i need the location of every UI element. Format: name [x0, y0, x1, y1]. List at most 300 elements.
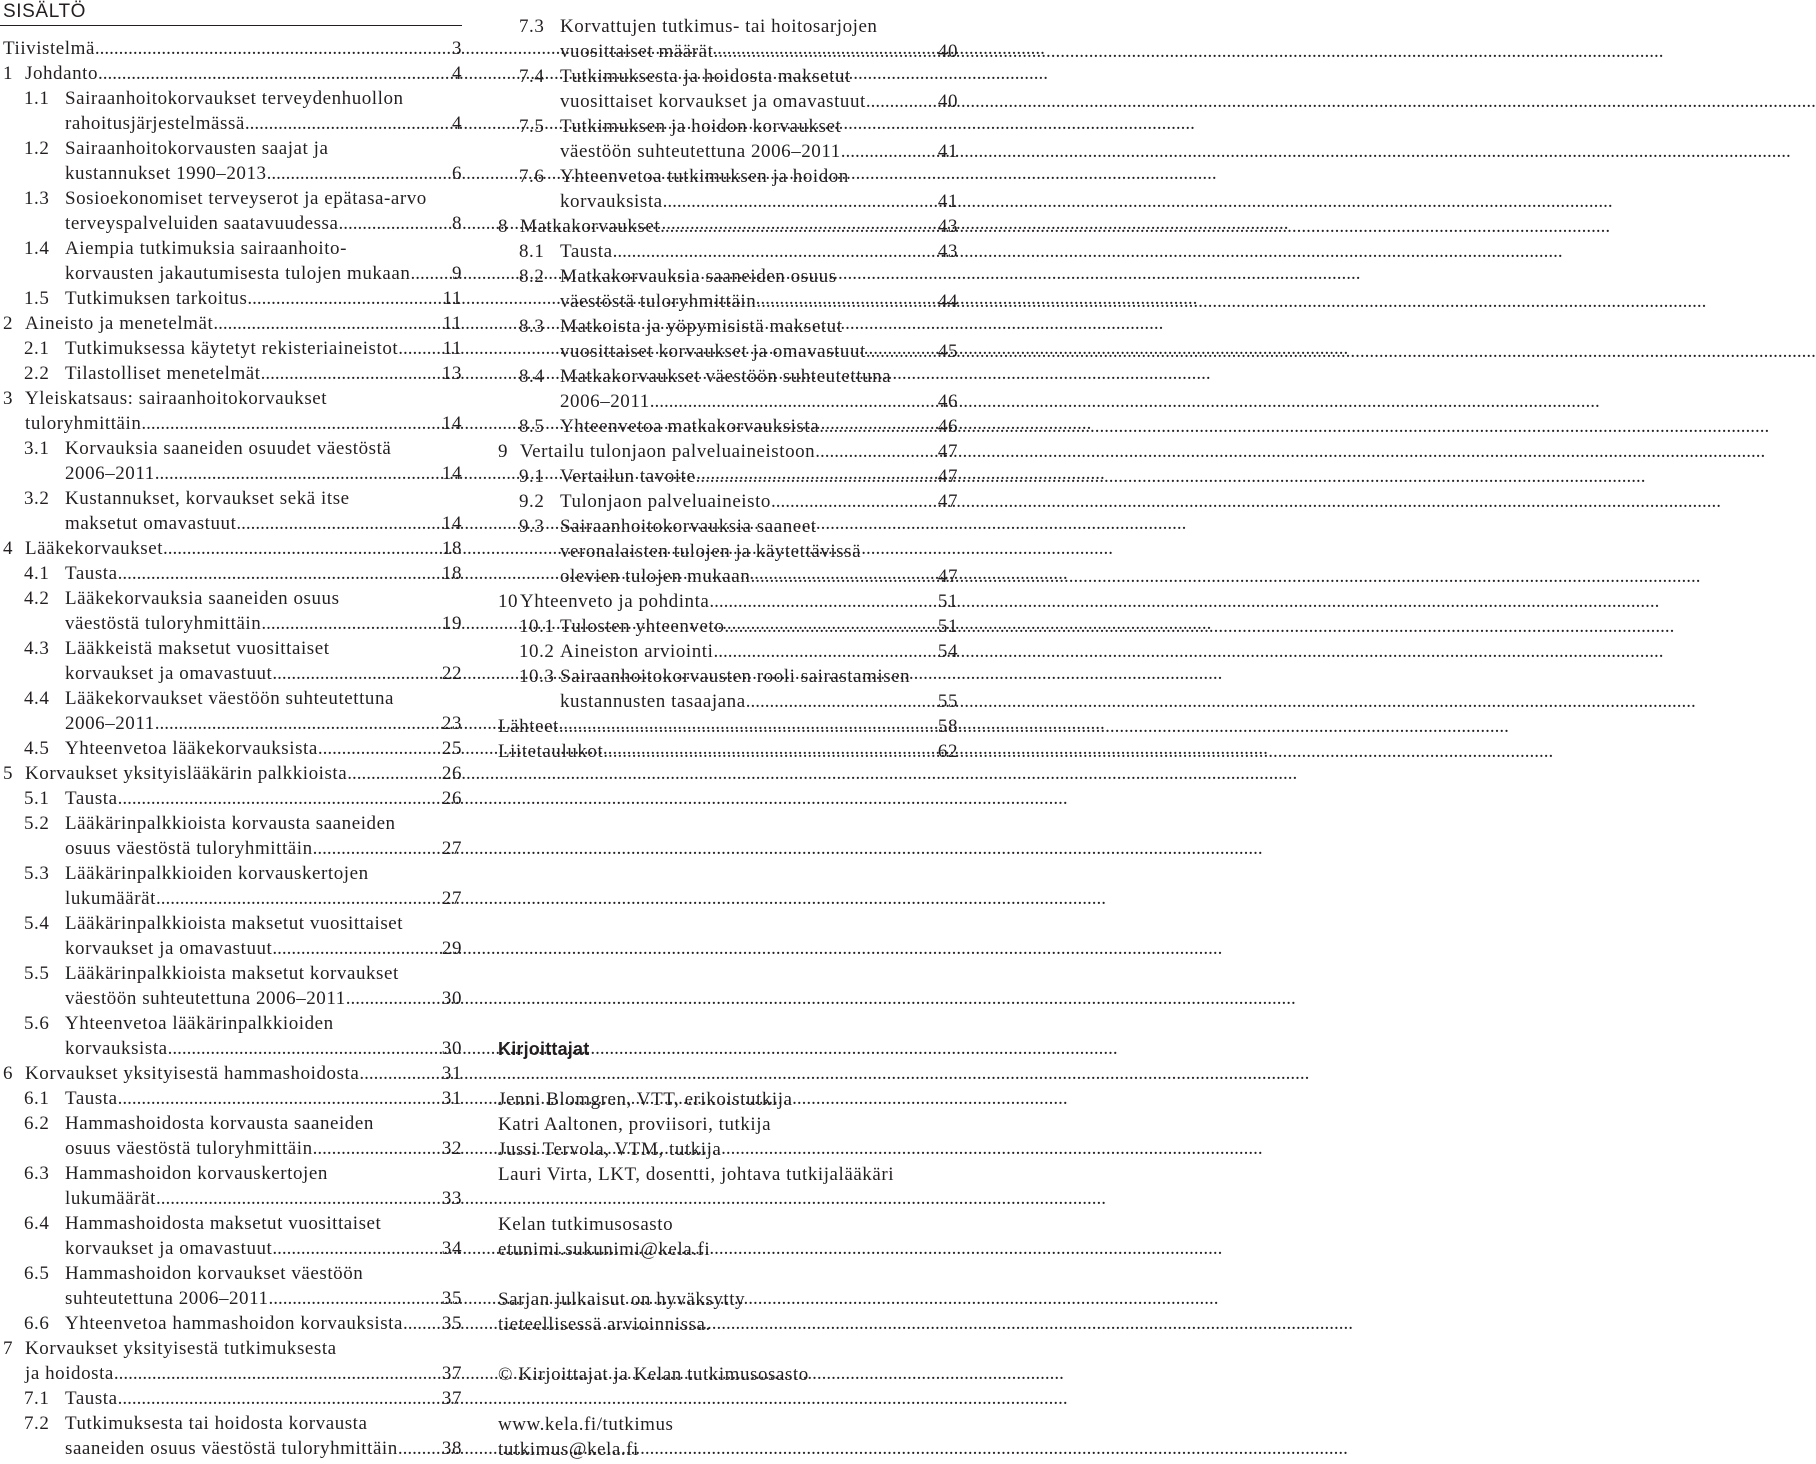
toc-entry-title: korvaukset ja omavastuut	[65, 938, 273, 959]
toc-entry-1-2[interactable]	[3, 136, 462, 186]
dot-leader	[866, 339, 936, 364]
copyright-notice: © Kirjoittajat ja Kelan tutkimusosasto	[498, 1364, 809, 1385]
toc-entry-title: Sairaanhoitokorvausten rooli sairastamisen	[560, 666, 911, 687]
toc-section-number: 4.3	[24, 638, 50, 659]
dot-leader	[118, 1086, 440, 1111]
dot-leader	[156, 1186, 440, 1211]
authors-heading: Kirjoittajat	[498, 1039, 590, 1059]
toc-entry-line	[498, 539, 958, 564]
toc-section-number: 8.1	[519, 241, 545, 262]
toc-entry-8-4[interactable]	[498, 364, 958, 414]
toc-entry-title: lukumäärät	[65, 1188, 156, 1209]
toc-entry-line	[3, 161, 462, 186]
toc-entry-line	[498, 564, 958, 589]
toc-entry-10-3[interactable]	[498, 664, 958, 714]
toc-page-number: 6	[451, 163, 462, 184]
toc-section-number: 5.2	[24, 813, 50, 834]
authors-section	[498, 1037, 958, 1462]
toc-page-number: 18	[441, 538, 462, 559]
toc-entry-title: Tulonjaon palveluaineisto	[560, 491, 771, 512]
toc-page-number: 41	[937, 191, 958, 212]
toc-entry-line	[3, 536, 462, 561]
toc-entry-title: Korvattujen tutkimus- tai hoitosarjojen	[560, 16, 878, 37]
toc-entry-1-4[interactable]	[3, 236, 462, 286]
toc-entry-line	[498, 439, 958, 464]
toc-section-number: 9.1	[519, 466, 545, 487]
dot-leader	[168, 1036, 440, 1061]
toc-entry-title: Matkakorvaukset väestöön suhteutettuna	[560, 366, 892, 387]
toc-page-number: 41	[937, 141, 958, 162]
toc-page-number: 51	[937, 591, 958, 612]
review-note-line: Sarjan julkaisut on hyväksytty	[498, 1289, 746, 1310]
toc-entry-4[interactable]	[3, 536, 462, 561]
toc-page-number: 19	[441, 613, 462, 634]
dot-leader	[318, 736, 440, 761]
toc-entry-10-2[interactable]	[498, 639, 958, 664]
toc-entry-6[interactable]	[3, 1061, 462, 1086]
toc-left-column	[3, 36, 462, 1461]
toc-entry-line	[3, 711, 462, 736]
toc-entry-title: Liitetaulukot	[498, 741, 604, 762]
dot-leader	[410, 261, 449, 286]
toc-entry-title: Tiivistelmä	[3, 38, 95, 59]
toc-entry-title: vuosittaiset korvaukset ja omavastuut	[560, 341, 866, 362]
toc-entry-9-3[interactable]	[498, 514, 958, 589]
toc-section-number: 10	[498, 591, 519, 612]
toc-section-number: 4.2	[24, 588, 50, 609]
toc-section-number: 7.1	[24, 1388, 50, 1409]
toc-entry-line	[3, 1311, 462, 1336]
toc-entry-4-5[interactable]	[3, 736, 462, 761]
toc-entry-line	[3, 436, 462, 461]
dot-leader	[95, 36, 450, 61]
dot-leader	[236, 511, 439, 536]
toc-entry-left-0[interactable]	[3, 36, 462, 61]
website-link[interactable]: www.kela.fi/tutkimus	[498, 1414, 674, 1435]
toc-entry-title: Matkakorvauksia saaneiden osuus	[560, 266, 837, 287]
dot-leader	[713, 639, 935, 664]
toc-entry-line	[3, 1011, 462, 1036]
toc-section-number: 4.5	[24, 738, 50, 759]
toc-entry-title: Tutkimuksen tarkoitus	[65, 288, 248, 309]
dot-leader	[660, 214, 936, 239]
toc-page-number: 11	[442, 313, 462, 334]
email-pattern-link[interactable]: etunimi.sukunimi@kela.fi	[498, 1239, 711, 1260]
toc-entry-7[interactable]	[3, 1336, 462, 1386]
toc-entry-title: korvaukset ja omavastuut	[65, 1238, 273, 1259]
toc-entry-5-4[interactable]	[3, 911, 462, 961]
toc-entry-title: väestöön suhteutettuna 2006–2011	[560, 141, 841, 162]
toc-entry-title: Hammashoidon korvaukset väestöön	[65, 1263, 364, 1284]
dot-leader	[118, 786, 440, 811]
toc-entry-line	[498, 339, 958, 364]
dot-leader	[272, 936, 440, 961]
toc-entry-7-2[interactable]	[3, 1411, 462, 1461]
dot-leader	[771, 489, 936, 514]
toc-section-number: 1.3	[24, 188, 50, 209]
dot-leader	[114, 1361, 440, 1386]
toc-entry-title: väestöstä tuloryhmittäin	[560, 291, 757, 312]
toc-entry-title: Yhteenvetoa lääkekorvauksista	[65, 738, 318, 759]
toc-section-number: 6	[3, 1063, 14, 1084]
toc-entry-title: Lääkekorvauksia saaneiden osuus	[65, 588, 340, 609]
toc-entry-line	[498, 264, 958, 289]
dot-leader	[213, 311, 440, 336]
dot-leader	[709, 589, 936, 614]
toc-page-number: 46	[937, 391, 958, 412]
toc-section-number: 5.6	[24, 1013, 50, 1034]
toc-entry-3-1[interactable]	[3, 436, 462, 486]
toc-entry-title: Lääkärinpalkkioiden korvauskertojen	[65, 863, 369, 884]
toc-page-number: 23	[441, 713, 462, 734]
toc-entry-line	[3, 911, 462, 936]
toc-page-number: 45	[937, 341, 958, 362]
dot-leader	[650, 389, 936, 414]
toc-entry-5-2[interactable]	[3, 811, 462, 861]
dot-leader	[245, 111, 450, 136]
toc-page-number: 40	[937, 41, 958, 62]
toc-entry-title: Korvaukset yksityisestä hammashoidosta	[25, 1063, 360, 1084]
toc-entry-title: kustannukset 1990–2013	[65, 163, 267, 184]
toc-section-number: 5.3	[24, 863, 50, 884]
toc-entry-1-3[interactable]	[3, 186, 462, 236]
author-list	[498, 1087, 958, 1187]
toc-entry-4-2[interactable]	[3, 586, 462, 636]
toc-entry-2-2[interactable]	[3, 361, 462, 386]
toc-entry-line	[498, 614, 958, 639]
toc-page-number: 26	[441, 788, 462, 809]
toc-section-number: 1	[3, 63, 14, 84]
toc-page-number: 11	[442, 288, 462, 309]
toc-entry-line	[3, 511, 462, 536]
toc-section-number: 7.3	[519, 16, 545, 37]
toc-entry-title: Tausta	[65, 788, 118, 809]
toc-entry-title: Aineiston arviointi	[560, 641, 714, 662]
toc-entry-9-2[interactable]	[498, 489, 958, 514]
toc-page-number: 62	[937, 741, 958, 762]
toc-entry-8-3[interactable]	[498, 314, 958, 364]
toc-entry-line	[3, 1411, 462, 1436]
toc-entry-title: 2006–2011	[65, 713, 155, 734]
toc-entry-line	[498, 214, 958, 239]
toc-entry-line	[3, 836, 462, 861]
toc-entry-line	[498, 189, 958, 214]
author-line: Katri Aaltonen, proviisori, tutkija	[498, 1114, 772, 1135]
toc-page-number: 22	[441, 663, 462, 684]
toc-page-number: 26	[441, 763, 462, 784]
toc-page-number: 47	[937, 491, 958, 512]
toc-entry-title: Kustannukset, korvaukset sekä itse	[65, 488, 350, 509]
toc-entry-line	[3, 986, 462, 1011]
toc-right-column	[498, 14, 958, 764]
toc-entry-title: Tausta	[65, 1088, 118, 1109]
toc-page-number: 46	[937, 416, 958, 437]
toc-entry-line	[498, 139, 958, 164]
dot-leader	[267, 161, 450, 186]
toc-page-number: 30	[441, 988, 462, 1009]
toc-page-number: 4	[451, 63, 462, 84]
toc-entry-title: korvausten jakautumisesta tulojen mukaan	[65, 263, 411, 284]
toc-entry-line	[3, 561, 462, 586]
toc-entry-line	[3, 786, 462, 811]
toc-entry-title: Yhteenvetoa matkakorvauksista	[560, 416, 820, 437]
toc-page-number: 47	[937, 441, 958, 462]
toc-entry-6-1[interactable]	[3, 1086, 462, 1111]
toc-section-number: 6.6	[24, 1313, 50, 1334]
dot-leader	[756, 289, 936, 314]
toc-entry-title: saaneiden osuus väestöstä tuloryhmittäin	[65, 1438, 398, 1459]
toc-entry-6-2[interactable]	[3, 1111, 462, 1161]
toc-entry-line	[3, 236, 462, 261]
toc-entry-5-3[interactable]	[3, 861, 462, 911]
toc-entry-7-1[interactable]	[3, 1386, 462, 1411]
toc-page-number: 43	[937, 216, 958, 237]
toc-entry-title: kustannusten tasaajana	[560, 691, 746, 712]
toc-entry-9[interactable]	[498, 439, 958, 464]
toc-entry-1-5[interactable]	[3, 286, 462, 311]
contact-block	[498, 1412, 958, 1462]
toc-section-number: 10.3	[519, 666, 555, 687]
toc-section-number: 1.2	[24, 138, 50, 159]
dot-leader	[247, 286, 440, 311]
toc-entry-line	[498, 39, 958, 64]
dot-leader	[603, 739, 936, 764]
toc-page-number: 3	[451, 38, 462, 59]
dot-leader	[118, 1386, 440, 1411]
toc-entry-4-4[interactable]	[3, 686, 462, 736]
toc-entry-5-6[interactable]	[3, 1011, 462, 1061]
toc-entry-6-5[interactable]	[3, 1261, 462, 1311]
toc-entry-5-5[interactable]	[3, 961, 462, 1011]
toc-entry-title: Tausta	[65, 563, 118, 584]
toc-section-number: 8.3	[519, 316, 545, 337]
toc-section-number: 1.4	[24, 238, 50, 259]
toc-entry-line	[3, 1286, 462, 1311]
toc-entry-title: korvauksista	[560, 191, 663, 212]
toc-page-number: 14	[441, 513, 462, 534]
toc-section-number: 4.1	[24, 563, 50, 584]
toc-entry-8[interactable]	[498, 214, 958, 239]
toc-entry-1[interactable]	[3, 61, 462, 86]
toc-entry-4-3[interactable]	[3, 636, 462, 686]
toc-entry-line	[3, 1211, 462, 1236]
toc-entry-right-19[interactable]	[498, 739, 958, 764]
toc-entry-line	[498, 739, 958, 764]
toc-entry-8-1[interactable]	[498, 239, 958, 264]
toc-page-number: 31	[441, 1088, 462, 1109]
toc-entry-7-4[interactable]	[498, 64, 958, 114]
author-line: Lauri Virta, LKT, dosentti, johtava tutkijalääkäri	[498, 1164, 895, 1185]
toc-entry-title: Matkakorvaukset	[520, 216, 661, 237]
toc-page-number: 38	[441, 1438, 462, 1459]
toc-entry-title: Lääkärinpalkkioista korvausta saaneiden	[65, 813, 396, 834]
dot-leader	[347, 761, 440, 786]
toc-entry-title: rahoitusjärjestelmässä	[65, 113, 245, 134]
toc-entry-title: Aiempia tutkimuksia sairaanhoito-	[65, 238, 347, 259]
toc-page-number: 40	[937, 91, 958, 112]
dot-leader	[819, 414, 936, 439]
dot-leader	[261, 611, 440, 636]
toc-section-number: 7.5	[519, 116, 545, 137]
toc-page-number: 37	[441, 1388, 462, 1409]
toc-section-number: 2.2	[24, 363, 50, 384]
toc-section-number: 6.1	[24, 1088, 50, 1109]
toc-entry-title: terveyspalveluiden saatavuudessa	[65, 213, 339, 234]
toc-section-number: 10.1	[519, 616, 555, 637]
toc-entry-title: osuus väestöstä tuloryhmittäin	[65, 838, 313, 859]
toc-entry-line	[3, 686, 462, 711]
toc-entry-line	[498, 389, 958, 414]
dot-leader	[695, 464, 935, 489]
toc-section-number: 5.1	[24, 788, 50, 809]
dot-leader	[261, 361, 440, 386]
toc-entry-7-3[interactable]	[498, 14, 958, 64]
toc-section-number: 6.4	[24, 1213, 50, 1234]
toc-entry-line	[3, 1186, 462, 1211]
toc-entry-2[interactable]	[3, 311, 462, 336]
toc-section-number: 4	[3, 538, 14, 559]
toc-entry-6-4[interactable]	[3, 1211, 462, 1261]
toc-entry-line	[3, 886, 462, 911]
dot-leader	[313, 836, 440, 861]
toc-entry-line	[3, 1161, 462, 1186]
toc-page-number: 29	[441, 938, 462, 959]
dot-leader	[141, 411, 439, 436]
toc-page-number: 11	[442, 338, 462, 359]
toc-entry-line	[3, 336, 462, 361]
toc-entry-title: väestöön suhteutettuna 2006–2011	[65, 988, 346, 1009]
toc-page-number: 13	[441, 363, 462, 384]
toc-entry-title: Yhteenvetoa hammashoidon korvauksista	[65, 1313, 403, 1334]
dot-leader	[713, 39, 935, 64]
toc-entry-8-2[interactable]	[498, 264, 958, 314]
toc-entry-line	[3, 586, 462, 611]
toc-entry-line	[498, 64, 958, 89]
toc-entry-line	[3, 86, 462, 111]
toc-page-number: 31	[441, 1063, 462, 1084]
toc-entry-3[interactable]	[3, 386, 462, 436]
toc-entry-line	[3, 186, 462, 211]
toc-entry-title: Sairaanhoitokorvaukset terveydenhuollon	[65, 88, 404, 109]
toc-entry-line	[3, 361, 462, 386]
toc-entry-line	[498, 714, 958, 739]
dot-leader	[338, 211, 449, 236]
toc-entry-title: vuosittaiset määrät	[560, 41, 714, 62]
toc-entry-line	[3, 486, 462, 511]
dot-leader	[746, 689, 936, 714]
toc-entry-line	[3, 111, 462, 136]
toc-page-number: 47	[937, 466, 958, 487]
toc-section-number: 5	[3, 763, 14, 784]
toc-entry-title: Yleiskatsaus: sairaanhoitokorvaukset	[25, 388, 328, 409]
dot-leader	[118, 561, 440, 586]
dot-leader	[163, 536, 440, 561]
toc-page-number: 18	[441, 563, 462, 584]
toc-entry-line	[3, 811, 462, 836]
toc-entry-title: Hammashoidosta maksetut vuosittaiset	[65, 1213, 382, 1234]
dot-leader	[815, 439, 936, 464]
toc-entry-7-6[interactable]	[498, 164, 958, 214]
toc-entry-title: Hammashoidon korvauskertojen	[65, 1163, 328, 1184]
toc-page-number: 33	[441, 1188, 462, 1209]
toc-page-number: 44	[937, 291, 958, 312]
toc-entry-line	[3, 1086, 462, 1111]
toc-entry-line	[3, 411, 462, 436]
toc-entry-title: 2006–2011	[65, 463, 155, 484]
toc-section-number: 7.2	[24, 1413, 50, 1434]
toc-entry-5-1[interactable]	[3, 786, 462, 811]
toc-entry-line	[498, 114, 958, 139]
toc-entry-6-3[interactable]	[3, 1161, 462, 1211]
department-name: Kelan tutkimusosasto	[498, 1214, 674, 1235]
toc-section-number: 7.4	[519, 66, 545, 87]
toc-entry-4-1[interactable]	[3, 561, 462, 586]
toc-section-number: 4.4	[24, 688, 50, 709]
toc-entry-6-6[interactable]	[3, 1311, 462, 1336]
toc-entry-line	[498, 489, 958, 514]
toc-entry-line	[3, 311, 462, 336]
contact-email-link[interactable]: tutkimus@kela.fi	[498, 1439, 639, 1460]
toc-entry-title: Matkoista ja yöpymisistä maksetut	[560, 316, 843, 337]
dot-leader	[156, 886, 440, 911]
toc-section-number: 8.2	[519, 266, 545, 287]
author-line: Jenni Blomgren, VTT, erikoistutkija	[498, 1089, 793, 1110]
dot-leader	[613, 239, 936, 264]
dot-leader	[724, 614, 936, 639]
toc-entry-title: olevien tulojen mukaan	[560, 566, 751, 587]
toc-entry-right-18[interactable]	[498, 714, 958, 739]
review-note	[498, 1287, 958, 1337]
toc-section-number: 5.4	[24, 913, 50, 934]
toc-section-number: 1.1	[24, 88, 50, 109]
toc-entry-8-5[interactable]	[498, 414, 958, 439]
toc-entry-line	[3, 1436, 462, 1461]
toc-section-number: 10.2	[519, 641, 555, 662]
dot-leader	[155, 711, 440, 736]
toc-entry-line	[498, 414, 958, 439]
toc-entry-10[interactable]	[498, 589, 958, 614]
toc-section-number: 2.1	[24, 338, 50, 359]
toc-entry-line	[3, 736, 462, 761]
toc-page-number: 58	[937, 716, 958, 737]
toc-entry-title: Lääkärinpalkkioista maksetut vuosittaiset	[65, 913, 404, 934]
toc-entry-9-1[interactable]	[498, 464, 958, 489]
toc-page-number: 8	[451, 213, 462, 234]
toc-entry-line	[3, 1036, 462, 1061]
toc-page-number: 54	[937, 641, 958, 662]
toc-entry-title: osuus väestöstä tuloryhmittäin	[65, 1138, 313, 1159]
toc-entry-2-1[interactable]	[3, 336, 462, 361]
toc-entry-title: Tausta	[560, 241, 613, 262]
dot-leader	[98, 61, 450, 86]
toc-entry-line	[498, 514, 958, 539]
toc-section-number: 7	[3, 1338, 14, 1359]
toc-entry-title: korvauksista	[65, 1038, 168, 1059]
toc-page-number: 47	[937, 566, 958, 587]
toc-entry-line	[498, 589, 958, 614]
dot-leader	[272, 661, 440, 686]
toc-section-number: 2	[3, 313, 14, 334]
dot-leader	[866, 89, 936, 114]
dot-leader	[663, 189, 936, 214]
toc-entry-5[interactable]	[3, 761, 462, 786]
toc-entry-3-2[interactable]	[3, 486, 462, 536]
dot-leader	[750, 564, 935, 589]
toc-entry-line	[3, 936, 462, 961]
toc-entry-7-5[interactable]	[498, 114, 958, 164]
toc-entry-10-1[interactable]	[498, 614, 958, 639]
toc-entry-1-1[interactable]	[3, 86, 462, 136]
